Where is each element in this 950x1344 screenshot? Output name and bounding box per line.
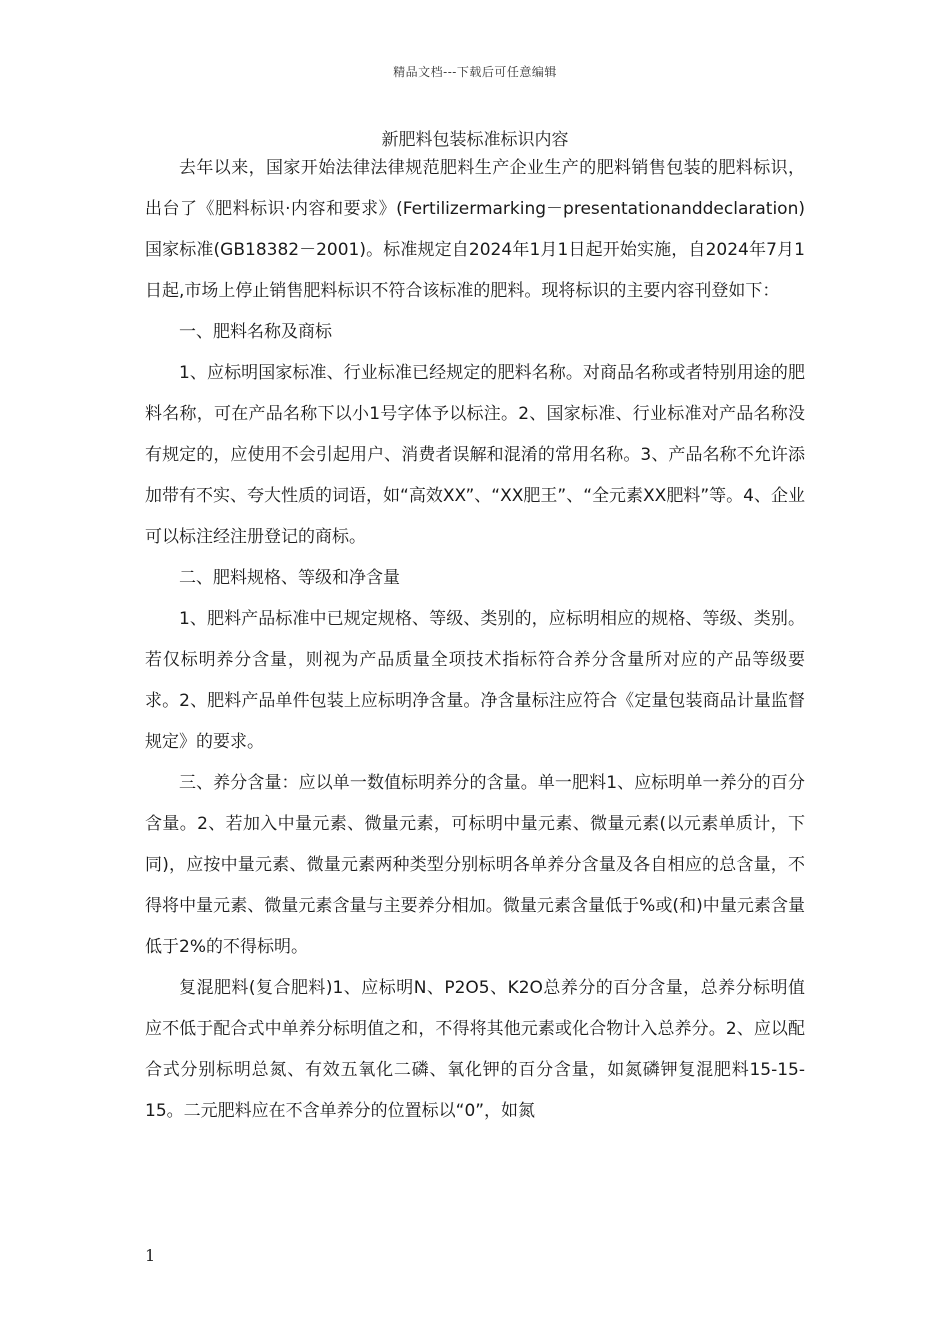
paragraph-intro: 去年以来，国家开始法律法律规范肥料生产企业生产的肥料销售包装的肥料标识，出台了《肥料标识·内容和要求》(Fertilizermarking－presentationanddeclaration)国家标准(GB18382－2001)。标准规定自2024年1月1日起开始实施，自2024年7月1日起,市场上停止销售肥料标识不符合该标准的肥料。现将标识的主要内容刊登如下： [145,158,805,301]
page-number: 1 [145,1246,156,1265]
paragraph-spec-grade: 1、肥料产品标准中已规定规格、等级、类别的，应标明相应的规格、等级、类别。若仅标明养分含量，则视为产品质量全项技术指标符合养分含量所对应的产品等级要求。2、肥料产品单件包装上应标明净含量。净含量标注应符合《定量包装商品计量监督规定》的要求。 [145,609,805,752]
section-heading-name-trademark: 一、肥料名称及商标 [179,322,332,342]
page-header: 精品文档---下载后可任意编辑 [393,65,557,79]
document-body [145,148,805,1132]
paragraph-name-trademark: 1、应标明国家标准、行业标准已经规定的肥料名称。对商品名称或者特别用途的肥料名称，可在产品名称下以小1号字体予以标注。2、国家标准、行业标准对产品名称没有规定的，应使用不会引起用户、消费者误解和混淆的常用名称。3、产品名称不允许添加带有不实、夸大性质的词语，如“高效XX”、“XX肥王”、“全元素XX肥料”等。4、企业可以标注经注册登记的商标。 [145,363,805,547]
document-title: 新肥料包装标准标识内容 [381,130,569,150]
paragraph-nutrient-content: 三、养分含量：应以单一数值标明养分的含量。单一肥料1、应标明单一养分的百分含量。2、若加入中量元素、微量元素，可标明中量元素、微量元素(以元素单质计，下同)，应按中量元素、微量元素两种类型分别标明各单养分含量及各自相应的总含量，不得将中量元素、微量元素含量与主要养分相加。微量元素含量低于%或(和)中量元素含量低于2%的不得标明。 [145,773,805,957]
section-heading-spec-grade: 二、肥料规格、等级和净含量 [179,568,400,588]
paragraph-compound-fertilizer: 复混肥料(复合肥料)1、应标明N、P2O5、K2O总养分的百分含量，总养分标明值应不低于配合式中单养分标明值之和，不得将其他元素或化合物计入总养分。2、应以配合式分别标明总氮、有效五氧化二磷、氧化钾的百分含量，如氮磷钾复混肥料15-15-15。二元肥料应在不含单养分的位置标以“0”，如氮 [145,978,805,1121]
